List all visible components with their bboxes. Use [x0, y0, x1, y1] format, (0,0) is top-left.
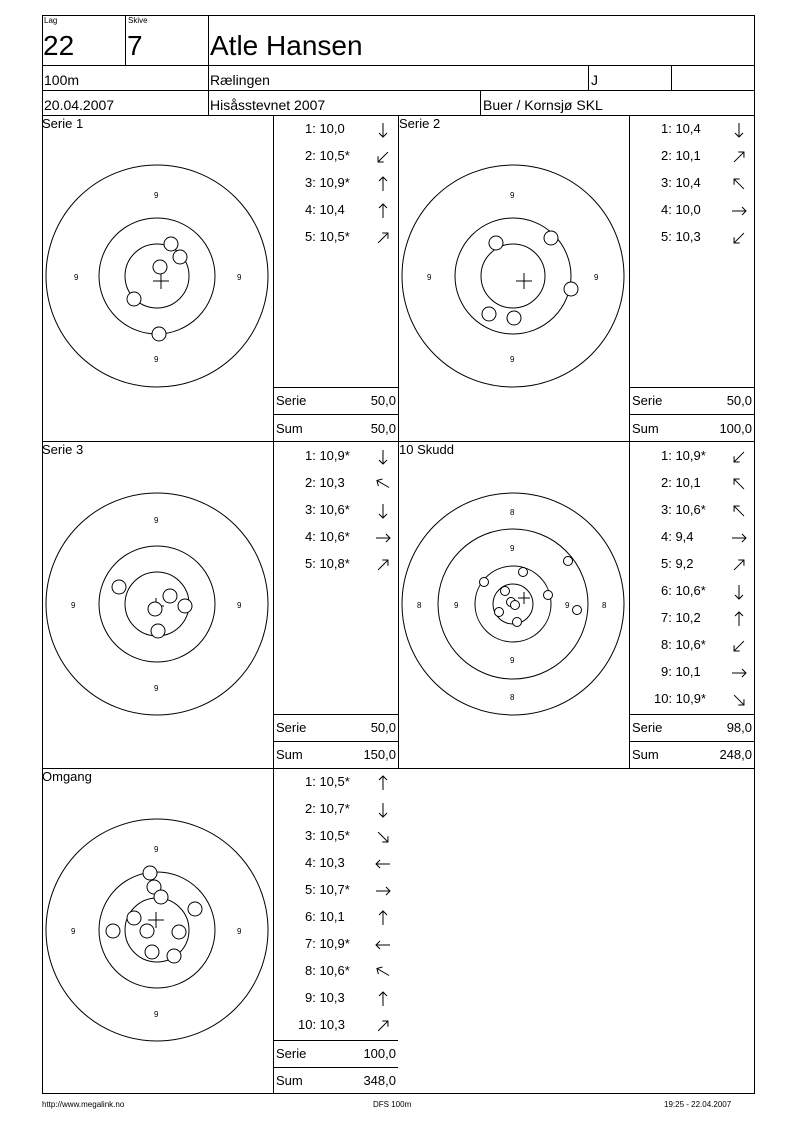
direction-arrow-icon [373, 827, 393, 847]
p1-sum-top [273, 414, 398, 415]
direction-arrow-icon [373, 773, 393, 793]
direction-arrow-icon [373, 120, 393, 140]
p5-sum-top [273, 1067, 398, 1068]
ring-label: 9 [427, 273, 432, 282]
shot-row: 5: 10,7* [305, 882, 350, 897]
direction-arrow-icon [373, 854, 393, 874]
header-vline-skive [208, 15, 209, 115]
direction-arrow-icon [729, 501, 749, 521]
ring-label: 9 [71, 601, 76, 610]
ring-label: 8 [602, 601, 607, 610]
direction-arrow-icon [729, 147, 749, 167]
footer-url: http://www.megalink.no [42, 1100, 125, 1109]
direction-arrow-icon [729, 447, 749, 467]
ring-label: 9 [74, 273, 79, 282]
shot-row: 4: 10,3 [305, 855, 345, 870]
ring-label: 9 [510, 544, 515, 553]
ring-label: 9 [154, 845, 159, 854]
col-divider-1 [273, 115, 274, 1094]
ring-label: 9 [71, 927, 76, 936]
p4-sum-top [629, 741, 754, 742]
ring-label: 9 [154, 355, 159, 364]
direction-arrow-icon [729, 609, 749, 629]
shot-row: 2: 10,5* [305, 148, 350, 163]
frame-top [42, 15, 754, 16]
club: Rælingen [210, 72, 270, 88]
shot-row: 2: 10,1 [661, 475, 701, 490]
direction-arrow-icon [373, 989, 393, 1009]
shot-row: 4: 10,4 [305, 202, 345, 217]
target-omgang [42, 814, 273, 1044]
skive-value: 7 [127, 30, 143, 61]
ring-label: 9 [510, 355, 515, 364]
footer-program: DFS 100m [373, 1100, 412, 1109]
ring-label: 9 [237, 927, 242, 936]
direction-arrow-icon [729, 120, 749, 140]
direction-arrow-icon [729, 228, 749, 248]
shot-row: 4: 10,0 [661, 202, 701, 217]
direction-arrow-icon [373, 474, 393, 494]
distance: 100m [44, 72, 80, 88]
direction-arrow-icon [729, 636, 749, 656]
serie-value: 100,0 [363, 1046, 396, 1061]
direction-arrow-icon [373, 881, 393, 901]
shot-row: 2: 10,3 [305, 475, 345, 490]
shot-row: 6: 10,6* [661, 583, 706, 598]
direction-arrow-icon [373, 174, 393, 194]
footer-timestamp: 19:25 - 22.04.2007 [664, 1100, 732, 1109]
ring-label: 8 [510, 508, 515, 517]
sum-value: 150,0 [363, 747, 396, 762]
shot-row: 8: 10,6* [661, 637, 706, 652]
sum-label: Sum [276, 1073, 303, 1088]
shot-row: 5: 10,5* [305, 229, 350, 244]
header-vline-lag [125, 15, 126, 66]
ring-label: 9 [510, 191, 515, 200]
shot-row: 3: 10,9* [305, 175, 350, 190]
ring-label: 9 [237, 273, 242, 282]
direction-arrow-icon [373, 528, 393, 548]
p2-sum-top [629, 414, 754, 415]
shot-row: 4: 10,6* [305, 529, 350, 544]
serie-label: Serie [632, 720, 663, 735]
p4-serie-top [629, 714, 754, 715]
ring-label: 9 [594, 273, 599, 282]
panel-title: Serie 2 [399, 116, 441, 131]
sum-value: 100,0 [719, 421, 752, 436]
panel-title: Omgang [42, 769, 92, 784]
serie-label: Serie [276, 393, 307, 408]
direction-arrow-icon [729, 201, 749, 221]
panel-title: Serie 1 [42, 116, 84, 131]
direction-arrow-icon [729, 663, 749, 683]
shot-row: 7: 10,2 [661, 610, 701, 625]
serie-label: Serie [276, 720, 307, 735]
ring-label: 9 [237, 601, 242, 610]
serie-label: Serie [276, 1046, 307, 1061]
shot-row: 3: 10,5* [305, 828, 350, 843]
shot-row: 6: 10,1 [305, 909, 345, 924]
serie-value: 50,0 [370, 393, 396, 408]
date: 20.04.2007 [44, 97, 115, 113]
direction-arrow-icon [373, 147, 393, 167]
shot-row: 9: 10,1 [661, 664, 701, 679]
direction-arrow-icon [729, 528, 749, 548]
shot-row: 5: 10,8* [305, 556, 350, 571]
serie-label: Serie [632, 393, 663, 408]
shot-row: 1: 10,9* [661, 448, 706, 463]
ring-label: 9 [154, 516, 159, 525]
direction-arrow-icon [373, 800, 393, 820]
shot-row: 7: 10,9* [305, 936, 350, 951]
event-name: Hisåsstevnet 2007 [210, 97, 326, 113]
shooter-name: Atle Hansen [210, 30, 363, 61]
header-divider-2 [42, 90, 754, 91]
header-vline-organizer [480, 90, 481, 115]
direction-arrow-icon [729, 474, 749, 494]
sum-label: Sum [632, 421, 659, 436]
header-divider-1 [42, 65, 754, 66]
panel-title: 10 Skudd [399, 442, 454, 457]
direction-arrow-icon [729, 555, 749, 575]
sum-value: 248,0 [719, 747, 752, 762]
shot-row: 2: 10,7* [305, 801, 350, 816]
shot-row: 3: 10,6* [661, 502, 706, 517]
direction-arrow-icon [373, 935, 393, 955]
shot-row: 1: 10,5* [305, 774, 350, 789]
header-vline-class-2 [671, 65, 672, 90]
direction-arrow-icon [373, 555, 393, 575]
direction-arrow-icon [373, 447, 393, 467]
ring-label: 9 [565, 601, 570, 610]
direction-arrow-icon [729, 690, 749, 710]
shot-row: 3: 10,4 [661, 175, 701, 190]
target-serie-3 [42, 488, 273, 718]
direction-arrow-icon [729, 174, 749, 194]
sum-label: Sum [276, 421, 303, 436]
sum-label: Sum [632, 747, 659, 762]
panel-title: Serie 3 [42, 442, 84, 457]
shot-row: 8: 10,6* [305, 963, 350, 978]
direction-arrow-icon [373, 962, 393, 982]
ring-label: 9 [154, 1010, 159, 1019]
sum-value: 50,0 [370, 421, 396, 436]
shot-row: 1: 10,9* [305, 448, 350, 463]
ring-label: 9 [510, 656, 515, 665]
shot-row: 1: 10,0 [305, 121, 345, 136]
shot-row: 5: 10,3 [661, 229, 701, 244]
serie-value: 50,0 [726, 393, 752, 408]
direction-arrow-icon [729, 582, 749, 602]
shot-row: 9: 10,3 [305, 990, 345, 1005]
serie-value: 98,0 [726, 720, 752, 735]
p2-serie-top [629, 387, 754, 388]
class: J [591, 72, 598, 88]
ring-label: 9 [454, 601, 459, 610]
ring-label: 8 [510, 693, 515, 702]
ring-label: 9 [154, 684, 159, 693]
direction-arrow-icon [373, 228, 393, 248]
shot-row: 3: 10,6* [305, 502, 350, 517]
target-10-skudd [398, 488, 629, 718]
ring-label: 9 [154, 191, 159, 200]
p3-serie-top [273, 714, 398, 715]
shot-row: 2: 10,1 [661, 148, 701, 163]
sum-value: 348,0 [363, 1073, 396, 1088]
target-serie-2 [398, 160, 629, 390]
header-vline-class [588, 65, 589, 90]
shot-row: 1: 10,4 [661, 121, 701, 136]
shot-row: 4: 9,4 [661, 529, 694, 544]
ring-label: 8 [417, 601, 422, 610]
shot-row: 10: 10,3 [298, 1017, 345, 1032]
skive-label: Skive [128, 16, 148, 25]
p3-sum-top [273, 741, 398, 742]
serie-value: 50,0 [370, 720, 396, 735]
col-divider-3 [629, 115, 630, 769]
lag-value: 22 [43, 30, 75, 61]
target-serie-1 [42, 160, 273, 390]
shot-row: 5: 9,2 [661, 556, 694, 571]
lag-label: Lag [44, 16, 58, 25]
organizer: Buer / Kornsjø SKL [483, 97, 603, 113]
p5-serie-top [273, 1040, 398, 1041]
direction-arrow-icon [373, 501, 393, 521]
p1-serie-top [273, 387, 398, 388]
shot-row: 10: 10,9* [654, 691, 707, 706]
frame-right [754, 15, 755, 1094]
direction-arrow-icon [373, 1016, 393, 1036]
direction-arrow-icon [373, 908, 393, 928]
frame-bottom [42, 1093, 754, 1094]
sum-label: Sum [276, 747, 303, 762]
direction-arrow-icon [373, 201, 393, 221]
